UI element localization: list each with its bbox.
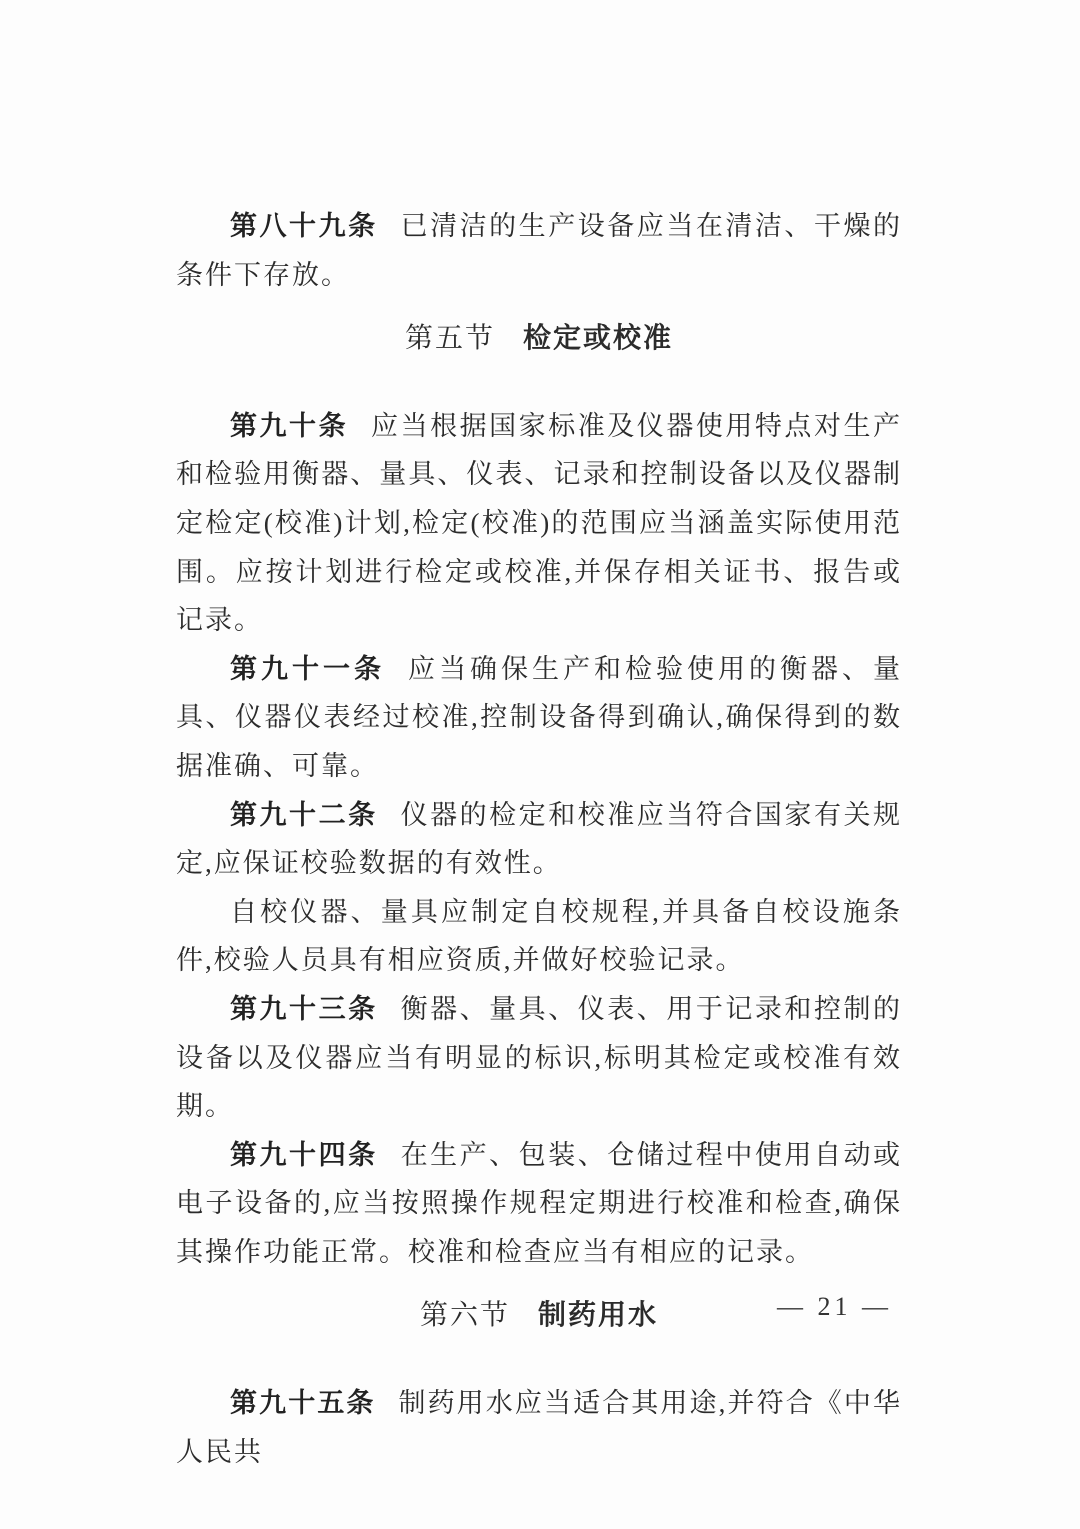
article-paragraph [176,1131,902,1277]
paragraph-text: 已清洁的生产设备应当在清洁、干燥的条件下存放。 [176,211,903,290]
article-paragraph [176,791,902,888]
body-paragraph [176,888,902,985]
section-heading [176,315,902,364]
page-number: — 21 — [777,1292,892,1321]
paragraph-text: 应当根据国家标准及仪器使用特点对生产和检验用衡器、量具、仪表、记录和控制设备以及仪器制定检定(校准)计划,检定(校准)的范围应当涵盖实际使用范围。应按计划进行检定或校准,并保存相关证书、报告或记录。 [176,410,903,636]
article-paragraph [176,1379,902,1476]
section-number: 第六节 [419,1300,510,1332]
paragraph-text: 仪器的检定和校准应当符合国家有关规定,应保证校验数据的有效性。 [176,799,903,879]
section-title: 检定或校准 [523,323,674,355]
article-paragraph [176,645,902,791]
paragraph-text: 应当确保生产和检验使用的衡器、量具、仪器仪表经过校准,控制设备得到确认,确保得到的数据准确、可靠。 [176,653,902,781]
paragraph-text: 自校仪器、量具应制定自校规程,并具备自校设施条件,校验人员具有相应资质,并做好校验记录。 [176,896,902,976]
article-number-label: 第八十九条 [230,211,378,241]
article-number-label: 第九十二条 [230,799,378,830]
article-paragraph [176,985,902,1131]
article-paragraph [176,202,902,299]
article-number-label: 第九十五条 [230,1388,376,1419]
article-number-label: 第九十三条 [230,993,378,1024]
paragraph-text: 在生产、包装、仓储过程中使用自动或电子设备的,应当按照操作规程定期进行校准和检查,确保其操作功能正常。校准和检查应当有相应的记录。 [176,1139,903,1267]
section-number: 第五节 [404,323,495,355]
article-number-label: 第九十四条 [230,1139,378,1170]
section-title: 制药用水 [538,1300,659,1332]
article-paragraph [176,402,902,645]
document-content [176,202,902,1476]
article-number-label: 第九十条 [230,410,349,441]
article-number-label: 第九十一条 [230,653,386,684]
paragraph-text: 制药用水应当适合其用途,并符合《中华人民共 [176,1388,903,1467]
paragraph-text: 衡器、量具、仪表、用于记录和控制的设备以及仪器应当有明显的标识,标明其检定或校准有效期。 [176,993,903,1122]
